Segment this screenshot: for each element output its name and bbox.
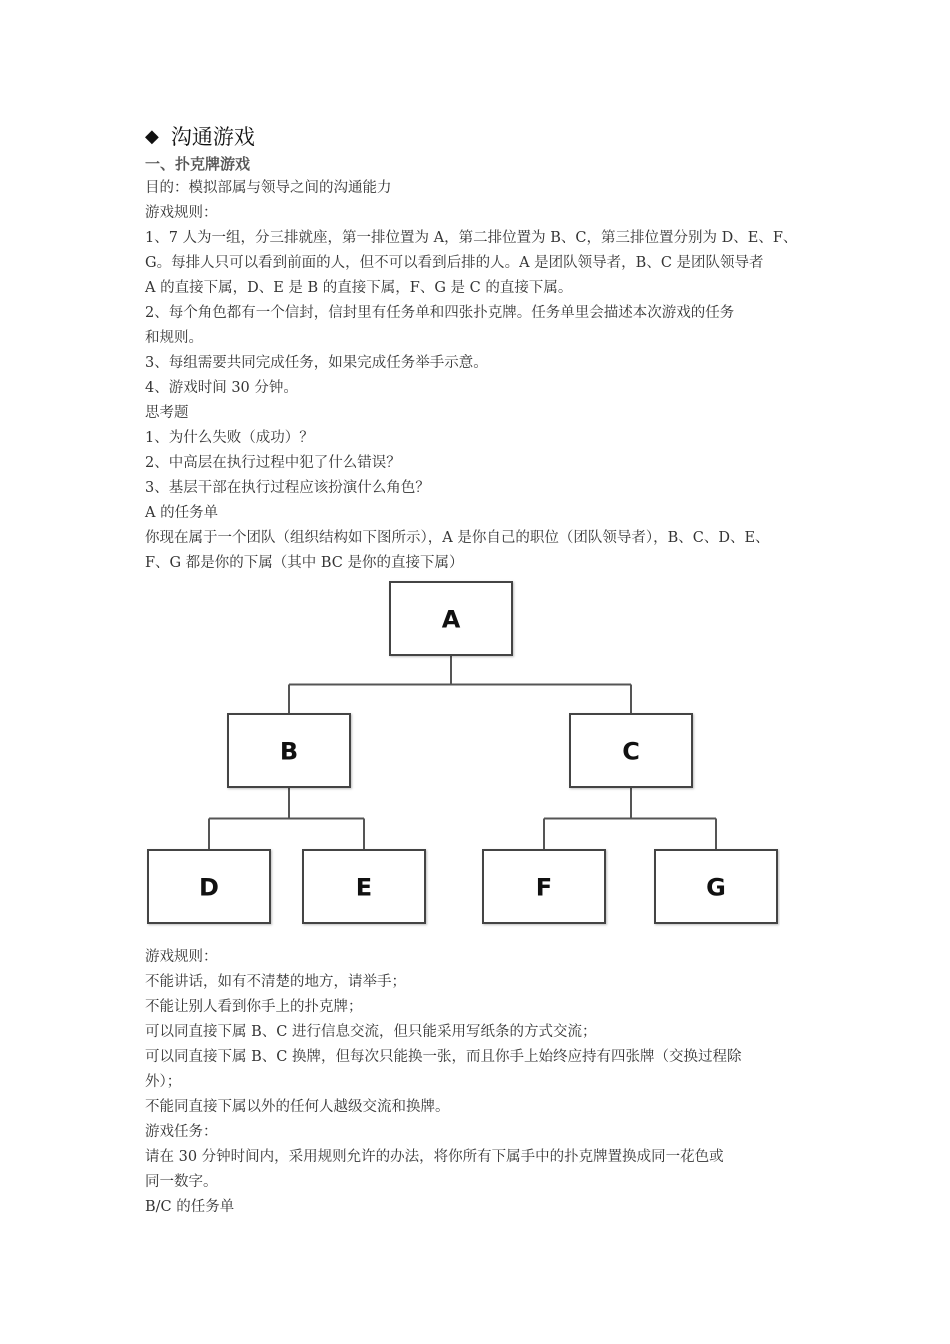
text-line: 游戏规则：: [145, 205, 218, 221]
org-node-label-f: F: [535, 873, 553, 902]
text-line: 1、7 人为一组，分三排就座，第一排位置为 A，第二排位置为 B、C，第三排位置分别为 D、E、F、: [145, 230, 798, 246]
connector-A: [289, 655, 631, 714]
text-line: G。每排人只可以看到前面的人，但不可以看到后排的人。A 是团队领导者，B、C 是团队领导者: [145, 255, 764, 271]
text-line: 请在 30 分钟时间内，采用规则允许的办法，将你所有下属手中的扑克牌置换成同一花色或: [145, 1149, 724, 1165]
text-line: 2、每个角色都有一个信封，信封里有任务单和四张扑克牌。任务单里会描述本次游戏的任务: [145, 305, 735, 321]
connector-B: [209, 787, 364, 850]
diamond-bullet-icon: ◆: [145, 126, 159, 147]
text-line: A 的任务单: [145, 505, 219, 521]
text-line: 你现在属于一个团队（组织结构如下图所示），A 是你自己的职位（团队领导者），B、C、D、E、: [145, 530, 770, 546]
upper-paragraphs: [145, 176, 810, 576]
org-node-label-d: D: [199, 873, 219, 902]
org-node-label-b: B: [279, 737, 299, 766]
org-chart: [145, 578, 780, 928]
text-line: B/C 的任务单: [145, 1199, 235, 1215]
text-line: 目的：模拟部属与领导之间的沟通能力: [145, 180, 392, 196]
org-chart-svg: [145, 578, 780, 928]
text-line: 不能让别人看到你手上的扑克牌；: [145, 999, 363, 1015]
text-line: 和规则。: [145, 330, 203, 346]
text-line: 可以同直接下属 B、C 进行信息交流，但只能采用写纸条的方式交流；: [145, 1024, 597, 1040]
text-line: 不能同直接下属以外的任何人越级交流和换牌。: [145, 1099, 450, 1115]
title-text: 沟通游戏: [170, 125, 255, 149]
document-body: [145, 122, 810, 576]
text-line: 游戏任务：: [145, 1124, 218, 1140]
text-line: 外）；: [145, 1074, 182, 1090]
text-line: 思考题: [145, 405, 189, 421]
text-line: 4、游戏时间 30 分钟。: [145, 380, 298, 396]
org-node-label-g: G: [706, 873, 726, 902]
lower-paragraphs: [145, 945, 810, 1220]
org-node-label-c: C: [622, 737, 640, 766]
text-line: 游戏规则：: [145, 949, 218, 965]
text-line: 3、每组需要共同完成任务，如果完成任务举手示意。: [145, 355, 488, 371]
text-line: 1、为什么失败（成功）？: [145, 430, 314, 446]
text-line: F、G 都是你的下属（其中 BC 是你的直接下属）: [145, 555, 464, 571]
org-node-label-a: A: [441, 605, 461, 634]
text-line: 不能讲话，如有不清楚的地方，请举手；: [145, 974, 406, 990]
text-line: 2、中高层在执行过程中犯了什么错误？: [145, 455, 401, 471]
connector-C: [544, 787, 716, 850]
section-heading: 一、扑克牌游戏: [145, 155, 251, 173]
text-line: 3、基层干部在执行过程应该扮演什么角色？: [145, 480, 430, 496]
org-node-label-e: E: [355, 873, 373, 902]
text-line: A 的直接下属，D、E 是 B 的直接下属，F、G 是 C 的直接下属。: [145, 280, 573, 296]
page-title: [145, 122, 810, 152]
text-line: 可以同直接下属 B、C 换牌，但每次只能换一张，而且你手上始终应持有四张牌（交换过程除: [145, 1049, 742, 1065]
text-line: 同一数字。: [145, 1174, 218, 1190]
